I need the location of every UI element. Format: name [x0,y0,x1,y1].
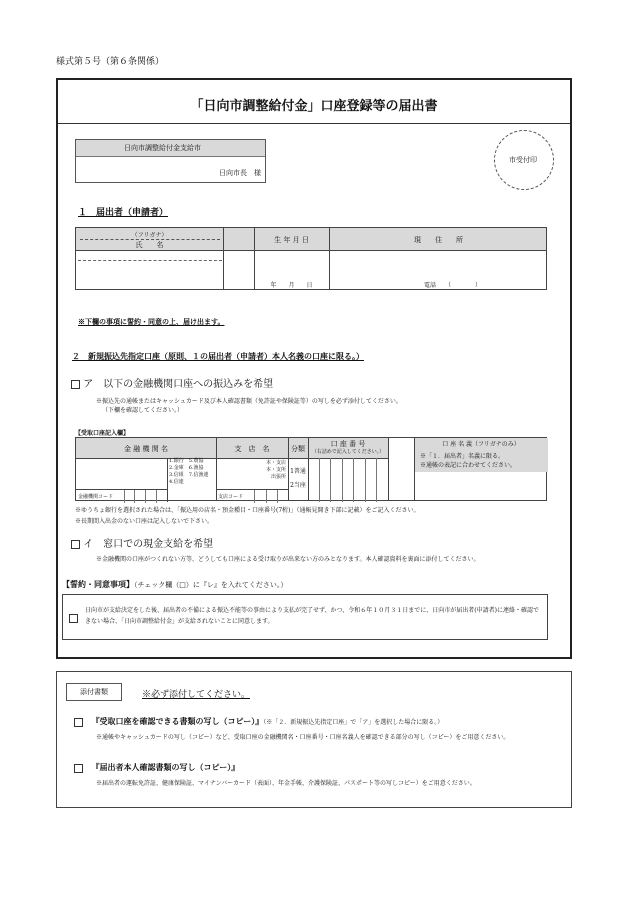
bank-type-3: 3.信組 7.信漁連 [169,472,209,478]
name-label: 氏 名 [135,241,164,249]
col-bank: 金 融 機 関 名 [124,445,168,453]
title-divider [58,123,570,124]
branch-types [216,460,286,481]
attachment-2-note: ※届出者の運転免許証、健康保険証、マイナンバーカード（表面）、年金手帳、介護保険証、パスポート等の写しコピー）をご用意ください。 [96,780,476,787]
attachment-1-checkbox[interactable] [74,718,83,727]
attachment-1-title: 『受取口座を確認できる書類の写し（コピー）』 [91,716,264,726]
attachments-must: ※必ず添付してください。 [142,690,251,700]
option-i-checkbox[interactable] [71,540,80,549]
section2-heading: ２ 新規振込先指定口座（原則、１の届出者（申請者）本人名義の口座に限る。） [72,351,364,361]
long-unused-note: ※長期間入出金のない口座は記入しないで下さい。 [75,518,214,525]
consent-note: ※下欄の事項に誓約・同意の上、届け出ます。 [78,317,225,326]
attachment-2-title: 『届出者本人確認書類の写し（コピー）』 [91,762,240,772]
section1-heading: １ 届出者（申請者） [78,208,169,218]
branch-type-3: 出張所 [270,474,286,480]
account-table [75,437,547,501]
pledge-checkbox[interactable] [69,614,78,623]
attachments-label: 添付書類 [66,683,122,701]
birth-label: 生 年 月 日 [274,236,309,244]
attachment-item-2[interactable] [74,762,239,773]
branch-code-row[interactable] [216,489,288,503]
attachment-1-note: ※通帳やキャッシュカードの写し（コピー）など、受取口座の金融機関名・口座番号・口座名義人を確認できる部分の写し（コピー）をご用意ください。 [96,734,510,741]
pledge-sub: （チェック欄（□）に『レ』を入れてください。） [134,581,288,589]
furigana-label: （フリガナ） [131,232,168,239]
bank-type-1: 1.銀行 5.農協 [169,458,204,464]
note-a-1: ※振込先の通帳またはキャッシュカード及び本人確認書類（免許証や保険証等）の写しを必ず添付してください。 [96,398,402,405]
branch-type-2: 本・支所 [265,467,286,473]
pledge-text: 日向市が支給決定をした後、届出者の不備による振込不能等の事由により支払が完了せず、かつ、令和６年１０月３１日までに、日向市が届出者(申請者)に連絡・確認できない場合、「日向市調整給付金」が支給されないことに同意します。 [85,607,539,625]
bank-code-row[interactable] [76,489,167,503]
address-box [75,139,266,183]
holder-note-2: ※通帳の表記に合わせてください。 [420,462,517,469]
account-type-2: 2当座 [290,482,306,489]
note-i: ※金融機関の口座がつくれない方等、どうしても口座による受け取りが出来ない方のみとなります。本人確認資料を裏面に添付してください。 [96,556,480,563]
pledge-heading: 【誓約・同意事項】 [62,579,134,589]
stamp-label: 市受付印 [509,156,537,164]
pledge-box [62,594,548,640]
address-line1: 日向市調整給付金支給市 [76,140,265,157]
pledge-heading-row [62,579,287,590]
account-number-boxes[interactable] [308,458,388,502]
option-a-row[interactable] [71,375,273,390]
address-label: 現 住 所 [414,236,463,244]
col-number: 口 座 番 号 [330,440,366,448]
bank-type-4: 4.信連 [169,479,184,485]
form-id: 様式第５号（第６条関係） [56,57,165,67]
account-type-1: 1普通 [290,468,306,475]
attachment-1-sub: （※「２．新規振込先指定口座」で「ア」を選択した場合に限る。） [263,719,444,726]
birth-date-units: 年 月 日 [270,282,313,289]
yucho-note: ※ゆうちょ銀行を選択された場合は、「振込用の店名・預金種目・口座番号(7桁)」（通帳見開き下部に記載）をご記入ください。 [75,507,420,514]
option-i-label: イ 窓口での現金支給を希望 [83,539,214,550]
account-label: 【受取口座記入欄】 [75,430,130,437]
branch-code-label: 支店コード [218,494,244,500]
note-a-2: （下欄を確認してください。） [102,407,184,414]
applicant-table [75,227,547,290]
option-i-row[interactable] [71,535,213,550]
form-title: 「日向市調整給付金」口座登録等の届出書 [190,99,438,114]
bank-types [167,458,216,502]
phone-label: 電話 （ ） [424,282,482,289]
account-types [288,465,308,493]
col-branch: 支 店 名 [234,445,270,453]
option-a-label: ア 以下の金融機関口座への振込みを希望 [83,379,274,390]
attachment-item-1[interactable] [74,716,443,727]
col-type: 分類 [291,445,305,453]
holder-note-1: ※「１．届出者」名義に限る。 [420,453,505,460]
address-line2: 日向市長 様 [219,169,261,177]
branch-type-1: 本・支店 [265,460,286,466]
col-holder: 口 座 名 義（フリガナのみ） [442,441,520,448]
bank-type-2: 2.金庫 6.漁協 [169,465,204,471]
col-number-sub: （右詰めで記入してください。） [311,449,385,455]
option-a-checkbox[interactable] [71,380,80,389]
attachment-2-checkbox[interactable] [74,764,83,773]
bank-code-label: 金融機関コード [78,494,114,500]
